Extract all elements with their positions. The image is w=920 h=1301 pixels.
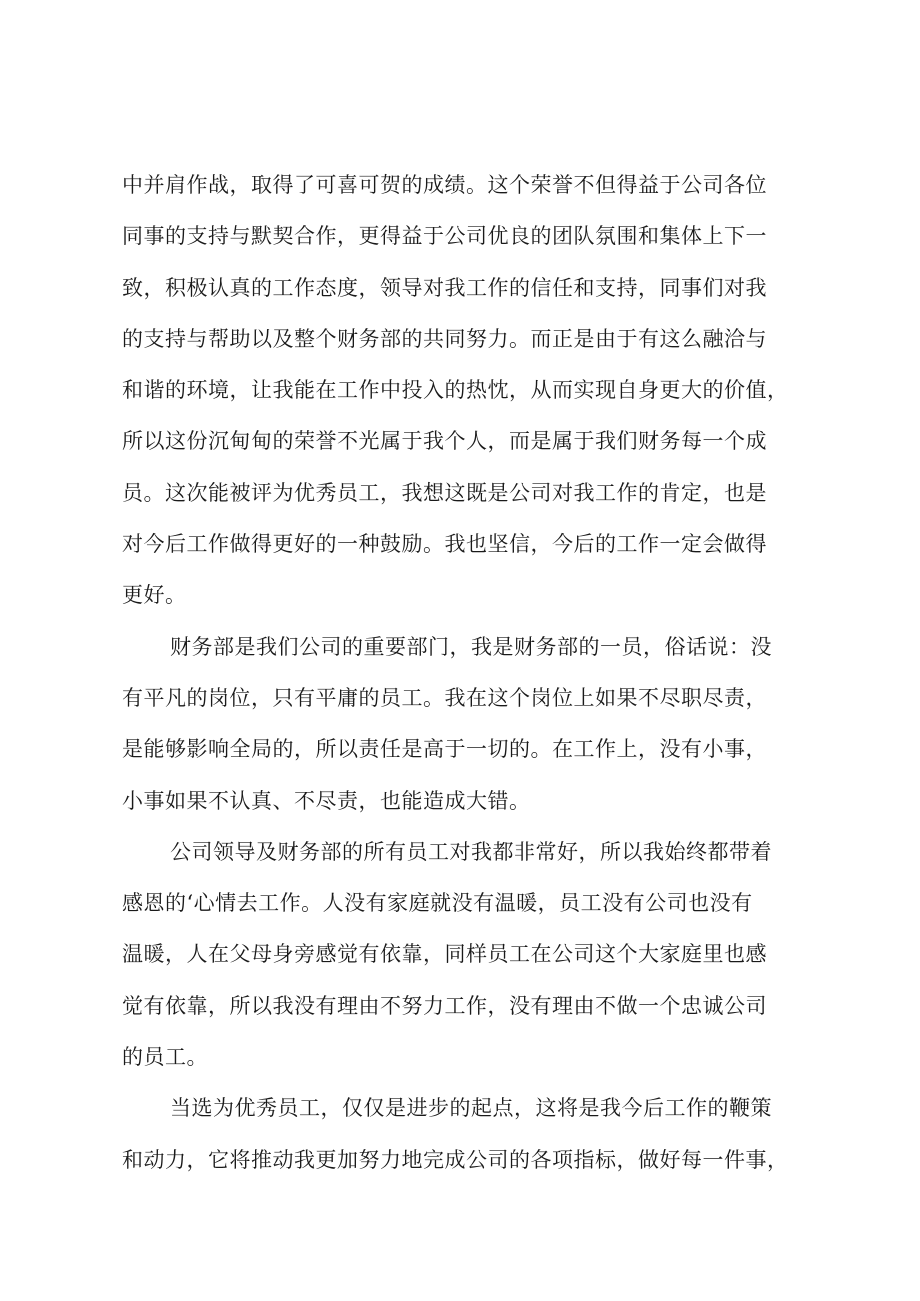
- paragraph-start-line: 公司领导及财务部的所有员工对我都非常好，所以我始终都带着: [170, 839, 772, 864]
- text-line: 是能够影响全局的，所以责任是高于一切的。在工作上，没有小事，: [122, 737, 767, 762]
- text-line: 和动力，它将推动我更加努力地完成公司的各项指标，做好每一件事，: [122, 1147, 789, 1172]
- text-line: 中并肩作战，取得了可喜可贺的成绩。这个荣誉不但得益于公司各位: [122, 173, 767, 197]
- text-line: 感恩的‘心情去工作。人没有家庭就没有温暖，员工没有公司也没有: [122, 891, 753, 916]
- text-line: 有平凡的岗位，只有平庸的员工。我在这个岗位上如果不尽职尽责，: [122, 685, 767, 710]
- text-line: 所以这份沉甸甸的荣誉不光属于我个人，而是属于我们财务每一个成: [122, 429, 767, 454]
- text-line: 员。这次能被评为优秀员工，我想这既是公司对我工作的肯定，也是: [122, 480, 767, 505]
- text-line: 致，积极认真的工作态度，领导对我工作的信任和支持，同事们对我: [122, 275, 767, 300]
- text-line: 和谐的环境，让我能在工作中投入的热忱，从而实现自身更大的价值，: [122, 378, 789, 403]
- paragraph-start-line: 财务部是我们公司的重要部门，我是财务部的一员，俗话说：没: [170, 634, 772, 659]
- text-line: 觉有依靠，所以我没有理由不努力工作，没有理由不做一个忠诚公司: [122, 993, 767, 1018]
- text-line: 对今后工作做得更好的一种鼓励。我也坚信，今后的工作一定会做得: [122, 532, 767, 557]
- text-line: 的支持与帮助以及整个财务部的共同努力。而正是由于有这么融洽与: [122, 326, 767, 351]
- text-line: 小事如果不认真、不尽责，也能造成大错。: [122, 788, 531, 813]
- text-line: 同事的支持与默契合作，更得益于公司优良的团队氛围和集体上下一: [122, 224, 767, 249]
- paragraph-start-line: 当选为优秀员工，仅仅是进步的起点，这将是我今后工作的鞭策: [170, 1096, 772, 1121]
- text-line: 温暖，人在父母身旁感觉有依靠，同样员工在公司这个大家庭里也感: [122, 942, 767, 967]
- body-text: [122, 160, 822, 1186]
- text-line: 的员工。: [122, 1045, 208, 1070]
- text-line: 更好。: [122, 583, 187, 608]
